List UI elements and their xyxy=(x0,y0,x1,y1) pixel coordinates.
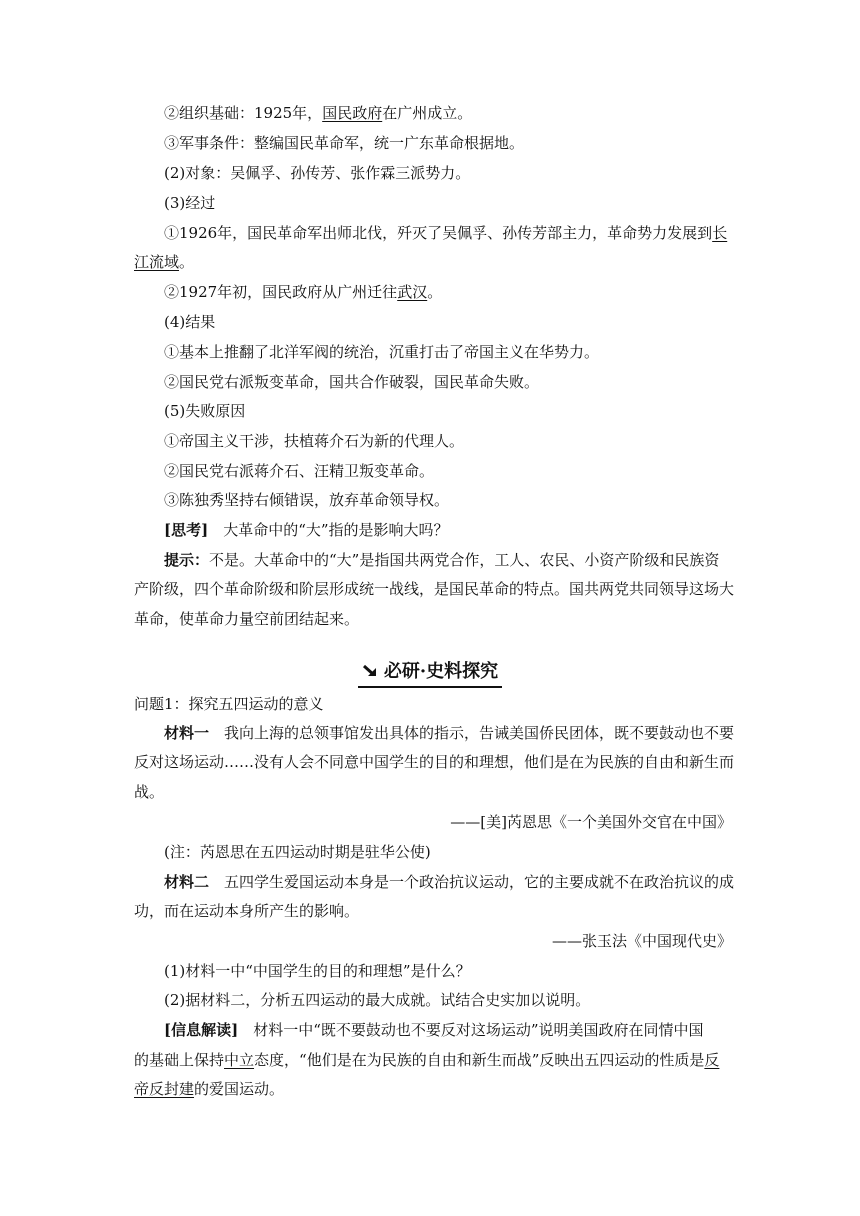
text-line: ①帝国主义干涉，扶植蒋介石为新的代理人。 xyxy=(164,432,465,450)
material-two-source: ——张玉法《中国现代史》 xyxy=(551,932,732,950)
text-line: 江流域。 xyxy=(134,253,195,271)
info-line: 帝反封建的爱国运动。 xyxy=(134,1080,285,1098)
info-line: [信息解读] 材料一中“既不要鼓动也不要反对这场运动”说明美国政府在同情中国 xyxy=(164,1021,704,1039)
question-line: (2)据材料二，分析五四运动的最大成就。试结合史实加以说明。 xyxy=(164,991,591,1009)
text-line: ①1926年，国民革命军出师北伐，歼灭了吴佩孚、孙传芳部主力，革命势力发展到长 xyxy=(164,224,728,242)
hint-label: 提示： xyxy=(164,551,210,569)
material-two-label: 材料二 xyxy=(164,873,210,891)
material-two-line: 功，而在运动本身所产生的影响。 xyxy=(134,902,360,920)
hint-line: 革命，使革命力量空前团结起来。 xyxy=(134,610,360,628)
info-label: [信息解读] xyxy=(164,1021,239,1039)
question-title: 问题1：探究五四运动的意义 xyxy=(134,695,324,713)
text-line: ①基本上推翻了北洋军阀的统治，沉重打击了帝国主义在华势力。 xyxy=(164,343,600,361)
material-one-note: (注：芮恩思在五四运动时期是驻华公使) xyxy=(164,843,431,861)
text-line: (2)对象：吴佩孚、孙传芳、张作霖三派势力。 xyxy=(164,164,471,182)
arrow-icon xyxy=(362,660,380,684)
info-line: 的基础上保持中立态度，“他们是在为民族的自由和新生而战”反映出五四运动的性质是反 xyxy=(134,1051,720,1069)
underlined-term: 中立 xyxy=(224,1051,255,1069)
underlined-term: 武汉 xyxy=(397,283,428,301)
text-line: (5)失败原因 xyxy=(164,402,246,420)
text-line: (3)经过 xyxy=(164,194,216,212)
text-line: ③军事条件：整编国民革命军，统一广东革命根据地。 xyxy=(164,134,525,152)
hint-line: 产阶级，四个革命阶级和阶层形成统一战线，是国民革命的特点。国共两党共同领导这场大 xyxy=(134,580,735,598)
text-line: ③陈独秀坚持右倾错误，放弃革命领导权。 xyxy=(164,491,450,509)
text-line: ②1927年初，国民政府从广州迁往武汉。 xyxy=(164,283,443,301)
material-one-line: 材料一 我向上海的总领事馆发出具体的指示，告诫美国侨民团体，既不要鼓动也不要 xyxy=(164,724,735,742)
underlined-term: 反 xyxy=(704,1051,720,1069)
material-two-line: 材料二 五四学生爱国运动本身是一个政治抗议运动，它的主要成就不在政治抗议的成 xyxy=(164,873,735,891)
text-line: (4)结果 xyxy=(164,313,216,331)
question-line: (1)材料一中“中国学生的目的和理想”是什么？ xyxy=(164,962,471,980)
underlined-term: 长 xyxy=(712,224,728,242)
text-line: ②组织基础：1925年，国民政府在广州成立。 xyxy=(164,104,473,122)
think-line: [思考] 大革命中的“大”指的是影响大吗？ xyxy=(164,521,449,539)
material-one-source: ——[美]芮恩思《一个美国外交官在中国》 xyxy=(450,813,732,831)
think-label: [思考] xyxy=(164,521,209,539)
section-heading: 必研·史料探究 xyxy=(0,660,860,688)
text-line: ②国民党右派蒋介石、汪精卫叛变革命。 xyxy=(164,462,435,480)
underlined-term: 帝反封建 xyxy=(134,1080,195,1098)
material-one-line: 战。 xyxy=(134,783,165,801)
underlined-term: 江流域 xyxy=(134,253,180,271)
material-one-line: 反对这场运动……没有人会不同意中国学生的目的和理想，他们是在为民族的自由和新生而 xyxy=(134,753,735,771)
hint-line: 提示：不是。大革命中的“大”是指国共两党合作，工人、农民、小资产阶级和民族资 xyxy=(164,551,720,569)
underlined-term: 国民政府 xyxy=(322,104,383,122)
text-line: ②国民党右派叛变革命，国共合作破裂，国民革命失败。 xyxy=(164,373,540,391)
material-one-label: 材料一 xyxy=(164,724,210,742)
